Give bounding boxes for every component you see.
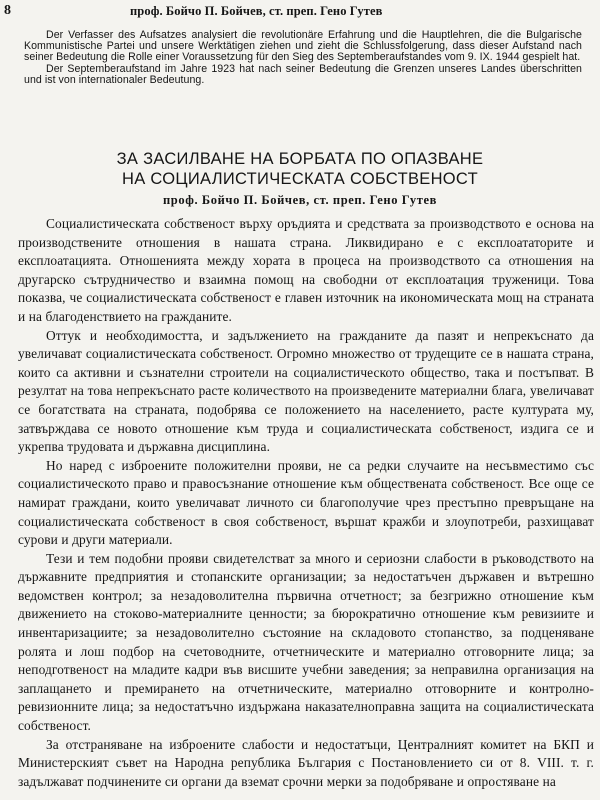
article-title <box>0 149 600 189</box>
article-authors: проф. Бойчо П. Бойчев, ст. преп. Гено Гутев <box>163 193 437 207</box>
summary-paragraph: Der Verfasser des Aufsatzes analysiert die revolutionäre Erfahrung und die Hauptlehren, die die Bulgarische Kommunistische Partei und unsere Werktätigen ziehen und zieht die Schlussfolgerung, dass dieser Aufstand nach seiner Bedeutung die Rolle einer Voraussetzung für den Sieg des Septemberaufstandes vom 9. IX. 1944 gespielt hat. <box>24 29 582 64</box>
article-body <box>18 215 594 791</box>
title-line: ЗА ЗАСИЛВАНЕ НА БОРБАТА ПО ОПАЗВАНЕ <box>116 150 484 168</box>
body-paragraph: Но наред с изброените положителни прояви, не са редки случаите на несъвместимо със социалистическото право и правосъзнание отношение към обществената собственост. Все още се намират граждани, които увеличават личното си благополучие чрез престъпно превръщане на социалистическата собственост в своя собственост, вършат кражби и злоупотреби, разхищават сурови и други материали. <box>18 457 594 548</box>
summary-paragraph: Der Septemberaufstand im Jahre 1923 hat nach seiner Bedeutung die Grenzen unseres Landes überschritten und ist von internationaler Bedeutung. <box>24 62 582 86</box>
running-title: проф. Бойчо П. Бойчев, ст. преп. Гено Гутев <box>130 4 383 18</box>
body-paragraph: За отстраняване на изброените слабости и недостатъци, Централният комитет на БКП и Министерският съвет на Народна република България с Постановлението си от 8. VIII. т. г. задължават подчинените си органи да вземат срочни мерки за подобряване и опростяване на <box>18 736 594 789</box>
german-summary <box>24 30 582 86</box>
page-header <box>0 0 600 22</box>
title-line: НА СОЦИАЛИСТИЧЕСКАТА СОБСТВЕНОСТ <box>122 170 478 188</box>
page-number: 8 <box>4 3 11 18</box>
body-paragraph: Оттук и необходимостта, и задължението на гражданите да пазят и непрекъснато да увеличават социалистическата собственост. Огромно множество от трудещите се в нашата страна, които са активни и съзнателни строители на социалистическото общество, така и постъпват. В резултат на това непрекъснато расте количеството на произведените материални блага, увеличават се богатствата на страната, подобрява се положението на населението, расте културата му, затвърждава се новото отношение към труда и социалистическата собственост, издига се и укрепва трудовата и държавна дисциплина. <box>18 327 594 455</box>
body-paragraph: Тези и тем подобни прояви свидетелстват за много и сериозни слабости в ръководството на държавните предприятия и стопанските организации; за недостатъчен държавен и вътрешно ведомствен контрол; за незадоволителна първична отчетност; за безгрижно отношение към движението на стоково-материалните ценности; за бюрократично отношение към ревизиите и инвентаризациите; за незадоволително състояние на складовото стопанство, за подценяване ролята и лош подбор на счетоводните, отчетническите и материално отговорните лица; за неподготвеност на младите кадри във висшите учебни заведения; за неправилна организация на заплащането и премирането на отчетническите, материално отговорните и контролно-ревизионните лица; за недостатъчно издържана наказателноправна защита на социалистическата собственост. <box>18 550 594 734</box>
body-paragraph: Социалистическата собственост върху оръдията и средствата за производството е основа на производствените отношения в нашата страна. Ликвидирано е с експлоататорите и експлоатацията. Отношенията между хората в процеса на производството са отношения на другарско сътрудничество и взаимна помощ на свободни от експлоатация труженици. Това показва, че социалистическата собственост е главен източник на икономическата мощ на страната и на благоденствието на гражданите. <box>18 216 594 324</box>
